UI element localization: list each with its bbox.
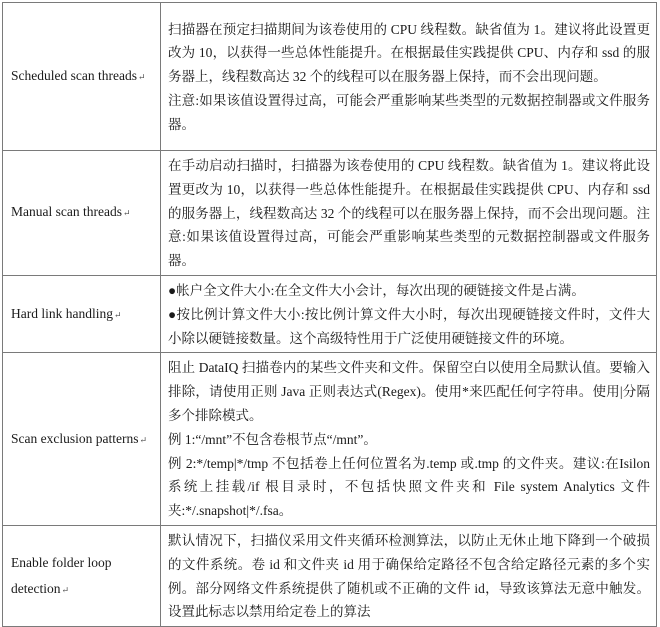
table-row [3,275,657,352]
setting-description [161,353,657,526]
table-row [3,3,657,151]
setting-name: Enable folder loop detection↵ [3,525,161,626]
description-paragraph: 阻止 DataIQ 扫描卷内的某些文件夹和文件。保留空白以使用全局默认值。要输入排除，请使用正则 Java 正则表达式(Regex)。使用*来匹配任何字符串。使用|分隔多个排除模式。 [168,360,650,423]
description-paragraph: 在手动启动扫描时，扫描器为该卷使用的 CPU 线程数。缺省值为 1。建议将此设置更改为 10，以获得一些总体性能提升。在根据最佳实践提供 CPU、内存和 ssd 的服务器上，线程数高达 32 个的线程可以在服务器上保持，而不会出现问题。注意:如果该值设置得过高，可能会严重影响某些类型的元数据控制器或文件服务器。 [168,158,650,269]
table-row [3,353,657,526]
settings-table [2,2,657,627]
setting-description [161,275,657,352]
description-paragraph: 例 2:*/temp|*/tmp 不包括卷上任何位置名为.temp 或.tmp 的文件夹。建议:在Isilon 系统上挂载/if 根目录时，不包括快照文件夹和 File system Analytics 文件夹:*/.snapshot|*/.fsa。 [168,455,650,519]
setting-description [161,151,657,276]
setting-description [161,525,657,626]
table-row [3,525,657,626]
description-paragraph: 默认情况下，扫描仪采用文件夹循环检测算法，以防止无休止地下降到一个破损的文件系统。卷 id 和文件夹 id 用于确保给定路径不包含给定路径元素的多个实例。部分网络文件系统提供了随机或不正确的文件 id，导致该算法无意中触发。设置此标志以禁用给定卷上的算法 [168,532,650,620]
setting-name: Manual scan threads↵ [3,151,161,276]
description-paragraph: ●帐户全文件大小:在全文件大小会计，每次出现的硬链接文件是占满。 [168,282,585,298]
setting-description [161,3,657,151]
description-paragraph: 注意:如果该值设置得过高，可能会严重影响某些类型的元数据控制器或文件服务器。 [168,92,650,132]
setting-name: Hard link handling↵ [3,275,161,352]
description-paragraph: ●按比例计算文件大小:按比例计算文件大小时，每次出现硬链接文件时，文件大小除以硬链接数量。这个高级特性用于广泛使用硬链接文件的环境。 [168,306,650,346]
table-row [3,151,657,276]
setting-name: Scheduled scan threads↵ [3,3,161,151]
setting-name: Scan exclusion patterns↵ [3,353,161,526]
description-paragraph: 例 1:“/mnt”不包含卷根节点“/mnt”。 [168,431,377,447]
description-paragraph: 扫描器在预定扫描期间为该卷使用的 CPU 线程数。缺省值为 1。建议将此设置更改为 10，以获得一些总体性能提升。在根据最佳实践提供 CPU、内存和 ssd 的服务器上，线程数高达 32 个的线程可以在服务器上保持，而不会出现问题。 [168,21,650,85]
